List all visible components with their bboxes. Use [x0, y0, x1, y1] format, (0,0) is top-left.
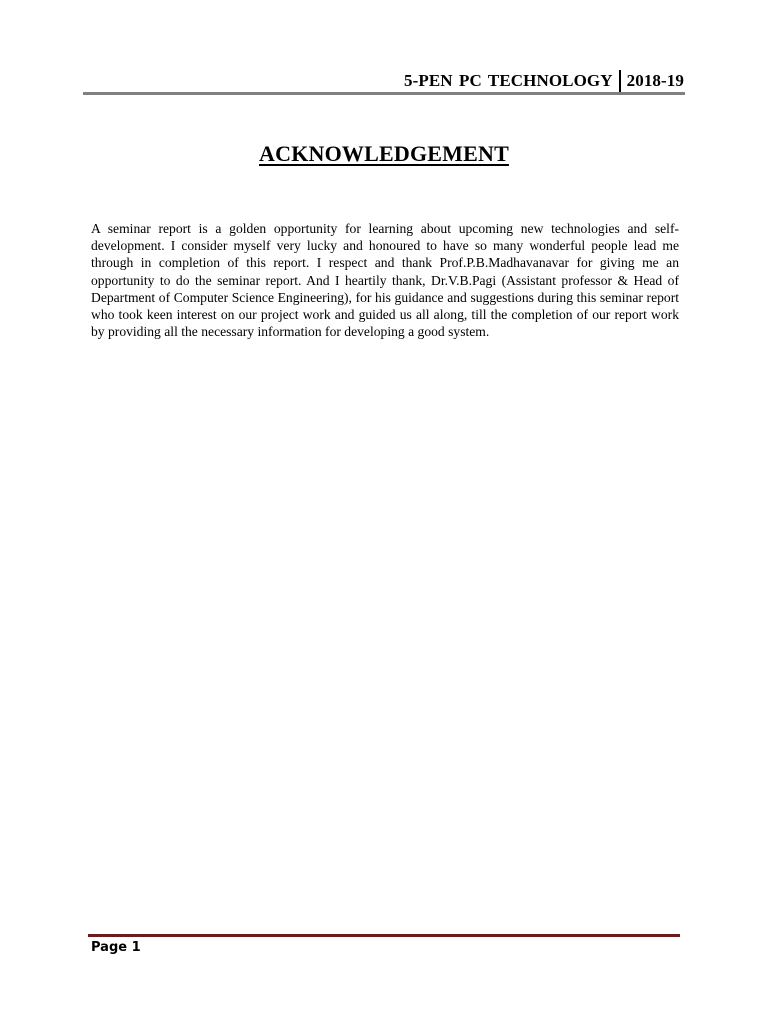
- header-year: 2018-19: [626, 71, 684, 90]
- footer-rule: [88, 934, 680, 937]
- acknowledgement-paragraph: A seminar report is a golden opportunity for learning about upcoming new technologies and self-development. I consider myself very lucky and honoured to have so many wonderful people lead me through in completion of this report. I respect and thank Prof.P.B.Madhavanavar for giving me an opportunity to do the seminar report. And I heartily thank, Dr.V.B.Pagi (Assistant professor & Head of Department of Computer Science Engineering), for his guidance and suggestions during this seminar report who took keen interest on our project work and guided us all along, till the completion of our report work by providing all the necessary information for developing a good system.: [91, 221, 679, 340]
- header-separator: [619, 70, 621, 92]
- running-header: [404, 70, 684, 92]
- header-rule: [83, 92, 685, 95]
- page-number: Page 1: [91, 940, 141, 955]
- header-title: 5-PEN PC TECHNOLOGY: [403, 71, 613, 90]
- page-title: ACKNOWLEDGEMENT: [259, 141, 509, 166]
